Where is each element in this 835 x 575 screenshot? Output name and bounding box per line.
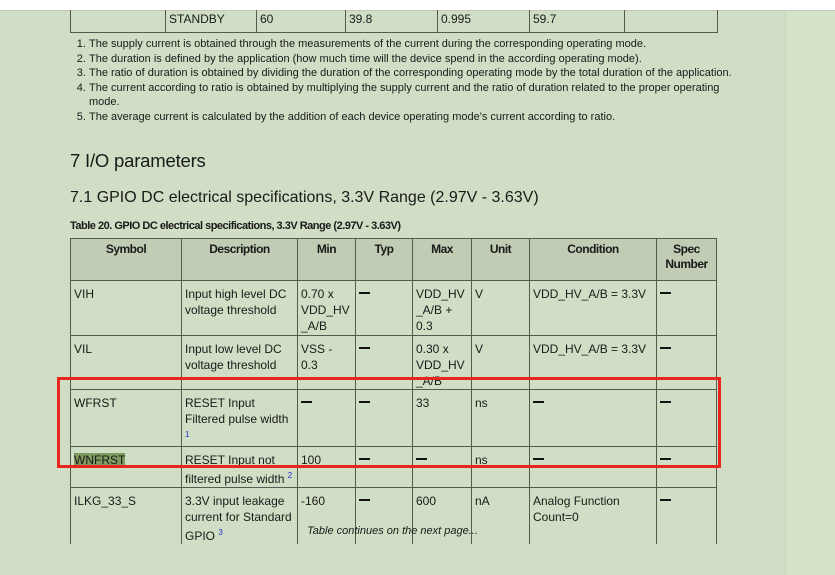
cell-min (298, 281, 356, 336)
page-margin (785, 10, 835, 575)
note: 2. The duration is defined by the application (how much time will the device spend in the according operating mode). (89, 52, 739, 67)
table-row (71, 10, 718, 33)
dash-icon (660, 347, 671, 349)
subsection-title: 7.1 GPIO DC electrical specifications, 3.3V Range (2.97V - 3.63V) (70, 189, 539, 206)
column-header: Spec Number (657, 239, 717, 281)
cell-condition (530, 281, 657, 336)
unit-text: ns (475, 396, 488, 410)
unit-text: V (475, 287, 484, 301)
cell: 60 (257, 10, 346, 33)
min-text: -160 (301, 494, 326, 508)
description-text: Input low level DC voltage threshold (185, 342, 282, 372)
table-header-row (71, 239, 717, 281)
note: 1. The supply current is obtained through the measurements of the current during the corresponding operating mode. (89, 37, 739, 52)
max-text: 33 (416, 396, 430, 410)
unit-text: nA (475, 494, 490, 508)
cell: STANDBY (166, 10, 257, 33)
highlight-box (57, 377, 721, 468)
cell: 39.8 (346, 10, 438, 33)
description-text: 3.3V input leakage current for Standard GPIO (185, 494, 292, 543)
min-text: 100 (301, 453, 322, 467)
cell: 59.7 (530, 10, 625, 33)
cell-spec (657, 281, 717, 336)
cell-max (413, 281, 472, 336)
column-header: Max (413, 239, 472, 281)
cell (71, 10, 166, 33)
min-text: VSS - 0.3 (301, 342, 333, 372)
dash-icon (359, 499, 370, 501)
cell-unit (472, 281, 530, 336)
dash-icon (359, 347, 370, 349)
description-text: RESET Input Filtered pulse width (185, 396, 289, 426)
max-text: 0.30 x VDD_HV _A/B (416, 342, 465, 388)
section-title: 7 I/O parameters (70, 150, 206, 171)
unit-text: ns (475, 453, 488, 467)
column-header: Description (182, 239, 298, 281)
min-text: 0.70 x VDD_HV _A/B (301, 287, 350, 333)
footnote-link[interactable]: 3 (218, 528, 223, 537)
symbol-text: WNFRST (74, 453, 126, 467)
dash-icon (660, 499, 671, 501)
symbol-text: WFRST (74, 396, 117, 410)
column-header: Typ (356, 239, 413, 281)
cell-description (182, 281, 298, 336)
note: 3. The ratio of duration is obtained by dividing the duration of the corresponding operating mode by the total duration of the application. (89, 66, 739, 81)
table-row (71, 281, 717, 336)
symbol-text: ILKG_33_S (74, 494, 137, 508)
description-text: Input high level DC voltage threshold (185, 287, 287, 317)
table-caption: Table 20. GPIO DC electrical specifications, 3.3V Range (2.97V - 3.63V) (70, 220, 401, 232)
max-text: VDD_HV _A/B + 0.3 (416, 287, 465, 333)
note: 5. The average current is calculated by the addition of each device operating mode's current according to ratio. (89, 110, 739, 125)
dash-icon (660, 292, 671, 294)
previous-table-tail (70, 10, 718, 33)
description-text: RESET Input not filtered pulse width (185, 453, 285, 486)
cell-typ (356, 281, 413, 336)
condition-text: Analog Function Count=0 (533, 494, 620, 524)
table-notes (70, 37, 739, 125)
column-header: Condition (530, 239, 657, 281)
cell (625, 10, 718, 33)
footnote-link[interactable]: 1 (185, 430, 190, 439)
symbol-text: VIL (74, 342, 93, 356)
column-header: Min (298, 239, 356, 281)
symbol-text: VIH (74, 287, 95, 301)
unit-text: V (475, 342, 484, 356)
cell: 0.995 (438, 10, 530, 33)
condition-text: VDD_HV_A/B = 3.3V (533, 287, 647, 301)
dash-icon (359, 292, 370, 294)
table-continuation-note: Table continues on the next page... (307, 525, 478, 537)
max-text: 600 (416, 494, 437, 508)
column-header: Unit (472, 239, 530, 281)
condition-text: VDD_HV_A/B = 3.3V (533, 342, 647, 356)
footnote-link[interactable]: 2 (287, 471, 293, 480)
note: 4. The current according to ratio is obtained by multiplying the supply current and the ratio of duration related to the proper operating mode. (89, 81, 739, 110)
column-header: Symbol (71, 239, 182, 281)
cell-symbol (71, 281, 182, 336)
